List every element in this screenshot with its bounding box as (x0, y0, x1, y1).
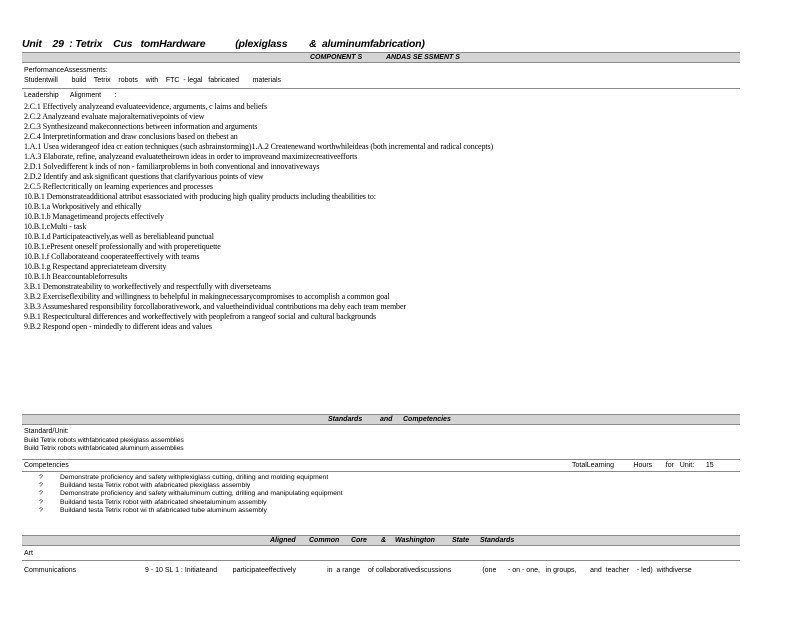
leadership-item: 10.B.1.d Participateactively,as well as bereliableand punctual (24, 232, 214, 241)
leadership-item: 10.B.1.f Collaborateand cooperateeffectively with teams (24, 252, 200, 261)
leadership-item: 9.B.2 Respond open - mindedly to different ideas and values (24, 322, 212, 331)
competencies-list (22, 474, 740, 515)
communications-standard: 9 - 10 SL 1 : Initiateand participateeffectively in a range of collaborativediscussions (one - on - one, in groups, and teacher - led) withdiverse (145, 567, 692, 574)
leadership-item: 10.B.1.b Managetimeand projects effectively (24, 212, 164, 221)
performance-heading: PerformanceAssessments: (24, 67, 108, 74)
leadership-item: 2.C.2 Analyzeand evaluate majoralternativepoints of view (24, 112, 205, 121)
competencies-label: Competencies (24, 462, 69, 469)
standards-competencies-bar (22, 414, 740, 425)
page-title: Unit 29 : Tetrix Cus tomHardware (plexiglass & aluminumfabrication) (22, 38, 425, 50)
leadership-item: 2.C.5 Reflectcritically on learning experiences and processes (24, 182, 213, 191)
amp-text: & (381, 537, 387, 544)
competency-item (22, 482, 740, 490)
leadership-item: 10.B.1 Demonstrateadditional attribut esassociated with producing high quality products including theabilities to: (24, 192, 376, 201)
bullet-icon: ? (39, 482, 43, 490)
leadership-item: 10.B.1.h Beaccountableforresults (24, 272, 128, 281)
leadership-item: 3.B.2 Exerciseflexibility and willingness to behelpful in makingnecessarycompromises to accomplish a common goal (24, 292, 390, 301)
leadership-item: 2.C.3 Synthesizeand makeconnections between information and arguments (24, 122, 258, 131)
performance-text: Studentwill build Tetrix robots with FTC - legal fabricated materials (24, 77, 282, 84)
communications-label: Communications (24, 567, 77, 574)
standard-unit-item: Build Tetrix robots withfabricated plexiglass assemblies (24, 437, 184, 444)
and-text: and (380, 416, 393, 423)
competency-text: Buildand testa Tetrix robot wi th afabricated tube aluminum assembly (60, 506, 267, 514)
components-heading: COMPONENT S (310, 54, 363, 61)
competency-item (22, 507, 740, 515)
leadership-item: 9.B.1 Respectcultural differences and workeffectively with peoplefrom a rangeof social and cultural backgrounds (24, 312, 377, 321)
state-text: State (452, 537, 470, 544)
leadership-list (22, 102, 740, 332)
divider (22, 471, 740, 472)
standard-unit-item: Build Tetrix robots withfabricated aluminum assemblies (24, 445, 184, 453)
leadership-item: 3.B.3 Assumeshared responsibility forcollaborativework, and valuetheindividual contributions ma deby each team member (24, 302, 406, 311)
leadership-item: 1.A.3 Elaborate, refine, analyzeand evaluatetheirown ideas in order to improveand maximizecreativeefforts (24, 152, 358, 161)
leadership-item: 10.B.1.g Respectand appreciateteam diversity (24, 262, 167, 271)
divider (22, 459, 740, 460)
common-text: Common (309, 537, 340, 544)
competency-item (22, 490, 740, 498)
competencies-heading: Competencies (403, 416, 451, 423)
leadership-item: 2.D.1 Solvedifferent k inds of non - familiarproblems in both conventional and innovativeways (24, 162, 320, 171)
leadership-item: 2.D.2 Identify and ask significant questions that clarifyvarious points of view (24, 172, 264, 181)
leadership-item: 10.B.1.ePresent oneself professionally and with properetiquette (24, 242, 221, 251)
competency-text: Buildand testa Tetrix robot with afabricated sheetaluminum assembly (60, 498, 267, 506)
leadership-item: 1.A.1 Usea widerangeof idea cr eation techniques (such asbrainstorming)1.A.2 Createnewand worthwhileideas (both incremental and radical concepts) (24, 142, 494, 151)
bullet-icon: ? (39, 474, 43, 481)
standards-text: Standards (480, 537, 515, 544)
bullet-icon: ? (39, 506, 43, 514)
core-text: Core (351, 537, 367, 544)
washington-text: Washington (395, 537, 435, 544)
total-learning-hours: TotalLearning Hours for Unit: 15 (572, 462, 714, 469)
art-label: Art (24, 550, 33, 557)
leadership-item: 3.B.1 Demonstrateability to workeffectively and respectfully with diverseteams (24, 282, 271, 291)
competency-text: Demonstrate proficiency and safety withplexiglass cutting, drilling and molding equipment (60, 474, 329, 481)
competency-item (22, 499, 740, 507)
divider (22, 88, 740, 89)
bullet-icon: ? (39, 490, 43, 498)
aligned-standards-bar (22, 535, 740, 546)
leadership-item: 2.C.4 Interpretinformation and draw conclusions based on thebest an (24, 132, 238, 141)
components-assessments-bar (22, 52, 740, 63)
leadership-item: 2.C.1 Effectively analyzeand evaluateevidence, arguments, c laims and beliefs (24, 102, 268, 111)
competency-text: Buildand testa Tetrix robot with afabricated plexiglass assembly (60, 482, 251, 490)
competency-item (22, 474, 740, 482)
leadership-item: 10.B.1.cMulti - task (24, 222, 87, 231)
standard-unit-list (22, 437, 740, 453)
standards-heading: Standards (328, 416, 363, 423)
divider (22, 560, 740, 561)
standard-unit-heading: Standard/Unit: (24, 428, 69, 435)
competency-text: Demonstrate proficiency and safety withaluminum cutting, drilling and manipulating equipment (60, 490, 343, 498)
bullet-icon: ? (39, 498, 43, 506)
leadership-item: 10.B.1.a Workpositively and ethically (24, 202, 142, 211)
assessments-heading: ANDAS SE SSMENT S (386, 54, 460, 61)
aligned-text: Aligned (270, 537, 296, 544)
leadership-heading: Leadership Alignment : (24, 92, 117, 99)
